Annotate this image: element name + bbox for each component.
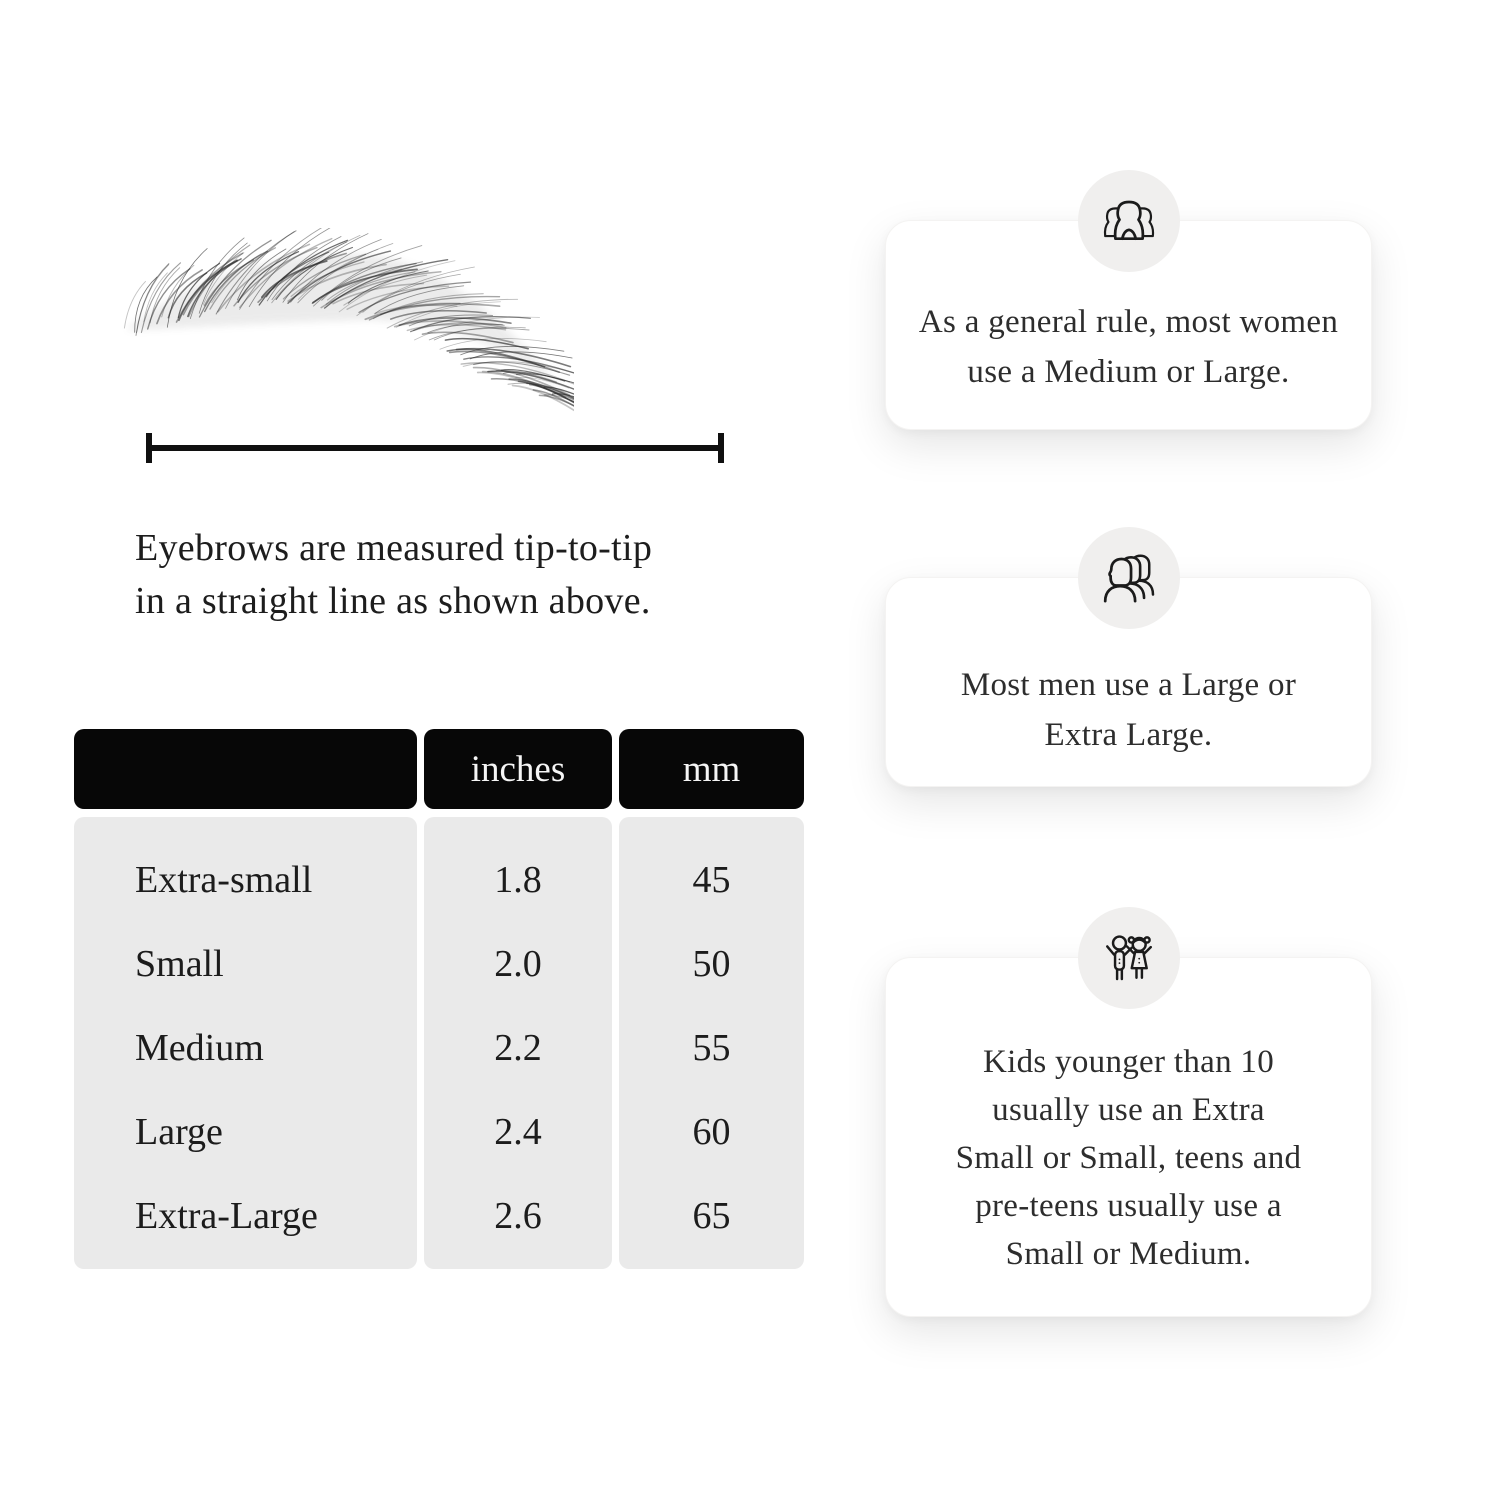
header-cell-size xyxy=(74,729,417,809)
mm-value: 60 xyxy=(692,1111,731,1153)
kids-icon xyxy=(1095,924,1163,992)
inches-value: 2.4 xyxy=(494,1111,542,1153)
card-women-line-2: use a Medium or Large. xyxy=(967,354,1290,390)
measurement-right-cap xyxy=(718,433,724,463)
card-women-badge xyxy=(1078,170,1180,272)
card-kids xyxy=(885,957,1372,1317)
measurement-caption xyxy=(135,522,652,628)
inches-value: 2.0 xyxy=(494,943,542,985)
card-kids-line-2: usually use an Extra xyxy=(992,1092,1265,1128)
size-label: Extra-small xyxy=(135,859,313,901)
eyebrow-illustration xyxy=(112,228,574,418)
card-men-line-2: Extra Large. xyxy=(1044,717,1213,753)
size-label: Extra-Large xyxy=(135,1195,318,1237)
card-kids-line-1: Kids younger than 10 xyxy=(982,1044,1275,1080)
card-men xyxy=(885,577,1372,787)
card-women-line-1: As a general rule, most women xyxy=(918,304,1339,340)
inches-value: 1.8 xyxy=(494,859,542,901)
inches-value: 2.2 xyxy=(494,1027,542,1069)
card-kids-line-4: pre-teens usually use a xyxy=(975,1188,1282,1224)
header-cell-inches: inches xyxy=(424,729,612,809)
measurement-line xyxy=(146,433,724,463)
size-table-header xyxy=(74,729,804,809)
size-table-body xyxy=(74,817,804,1269)
size-table xyxy=(74,729,804,1269)
size-label: Small xyxy=(135,943,224,985)
card-kids-line-3: Small or Small, teens and xyxy=(955,1140,1302,1176)
measurement-bar xyxy=(146,445,724,451)
caption-line-2: in a straight line as shown above. xyxy=(135,580,651,622)
inches-value: 2.6 xyxy=(494,1195,542,1237)
inches-column xyxy=(424,817,612,1269)
caption-line-1: Eyebrows are measured tip-to-tip xyxy=(135,527,653,569)
mm-value: 50 xyxy=(692,943,731,985)
card-men-badge xyxy=(1078,527,1180,629)
card-women xyxy=(885,220,1372,430)
size-label: Large xyxy=(135,1111,223,1153)
header-cell-mm: mm xyxy=(619,729,804,809)
men-group-icon xyxy=(1095,544,1163,612)
size-label: Medium xyxy=(135,1027,264,1069)
card-men-line-1: Most men use a Large or xyxy=(960,667,1297,703)
women-group-icon xyxy=(1095,187,1163,255)
card-kids-badge xyxy=(1078,907,1180,1009)
eyebrow-sketch xyxy=(112,228,574,418)
size-label-column xyxy=(74,817,417,1269)
mm-column xyxy=(619,817,804,1269)
mm-value: 45 xyxy=(692,859,731,901)
card-kids-line-5: Small or Medium. xyxy=(1005,1236,1252,1272)
mm-value: 55 xyxy=(692,1027,731,1069)
mm-value: 65 xyxy=(692,1195,731,1237)
